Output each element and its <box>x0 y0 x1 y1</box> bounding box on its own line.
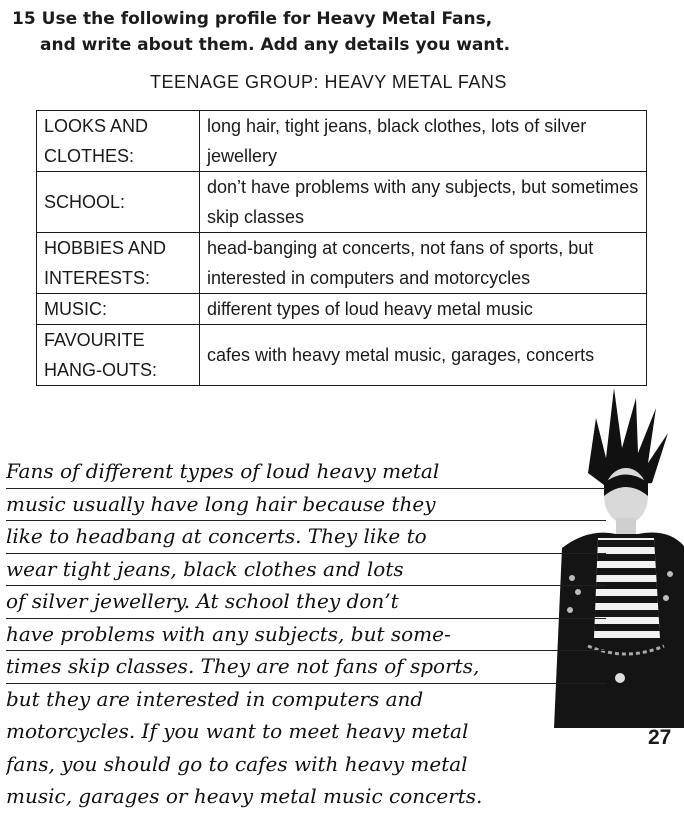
row-value: don’t have problems with any subjects, but sometimes skip classes <box>200 172 647 233</box>
table-row <box>37 172 647 233</box>
task-instruction <box>12 6 572 58</box>
row-value: different types of loud heavy metal music <box>200 294 647 325</box>
task-line-1: Use the following profile for Heavy Metal Fans, <box>41 9 493 29</box>
handwritten-line: motorcycles. If you want to meet heavy metal <box>6 719 469 743</box>
handwritten-line: fans, you should go to cafes with heavy metal <box>6 751 468 776</box>
table-row <box>37 325 647 386</box>
handwritten-line: Fans of different types of loud heavy metal <box>6 456 606 489</box>
handwritten-line: of silver jewellery. At school they don’t <box>6 586 606 619</box>
row-key: LOOKS AND CLOTHES: <box>37 111 200 172</box>
handwritten-line: have problems with any subjects, but some- <box>6 619 606 652</box>
row-value: cafes with heavy metal music, garages, concerts <box>200 325 647 386</box>
row-key: FAVOURITE HANG-OUTS: <box>37 325 200 386</box>
handwritten-line: but they are interested in computers and <box>6 686 424 711</box>
page-number: 27 <box>648 726 672 749</box>
table-title: TEENAGE GROUP: HEAVY METAL FANS <box>150 72 507 92</box>
handwritten-line: wear tight jeans, black clothes and lots <box>6 554 606 587</box>
row-value: head-banging at concerts, not fans of sports, but interested in computers and motorcycles <box>200 233 647 294</box>
handwritten-essay <box>6 456 606 814</box>
handwritten-line: like to headbang at concerts. They like to <box>6 521 606 554</box>
row-value: long hair, tight jeans, black clothes, lots of silver jewellery <box>200 111 647 172</box>
table-row <box>37 233 647 294</box>
row-key: HOBBIES AND INTERESTS: <box>37 233 200 294</box>
handwritten-line: music, garages or heavy metal music concerts. <box>6 784 483 808</box>
row-key: SCHOOL: <box>37 172 200 233</box>
profile-table <box>36 110 647 386</box>
task-number: 15 <box>12 9 36 29</box>
row-key: MUSIC: <box>37 294 200 325</box>
handwritten-line: times skip classes. They are not fans of sports, <box>6 651 606 684</box>
task-line-2: and write about them. Add any details you want. <box>40 35 511 55</box>
table-row <box>37 111 647 172</box>
handwritten-line: music usually have long hair because they <box>6 489 606 522</box>
table-row <box>37 294 647 325</box>
